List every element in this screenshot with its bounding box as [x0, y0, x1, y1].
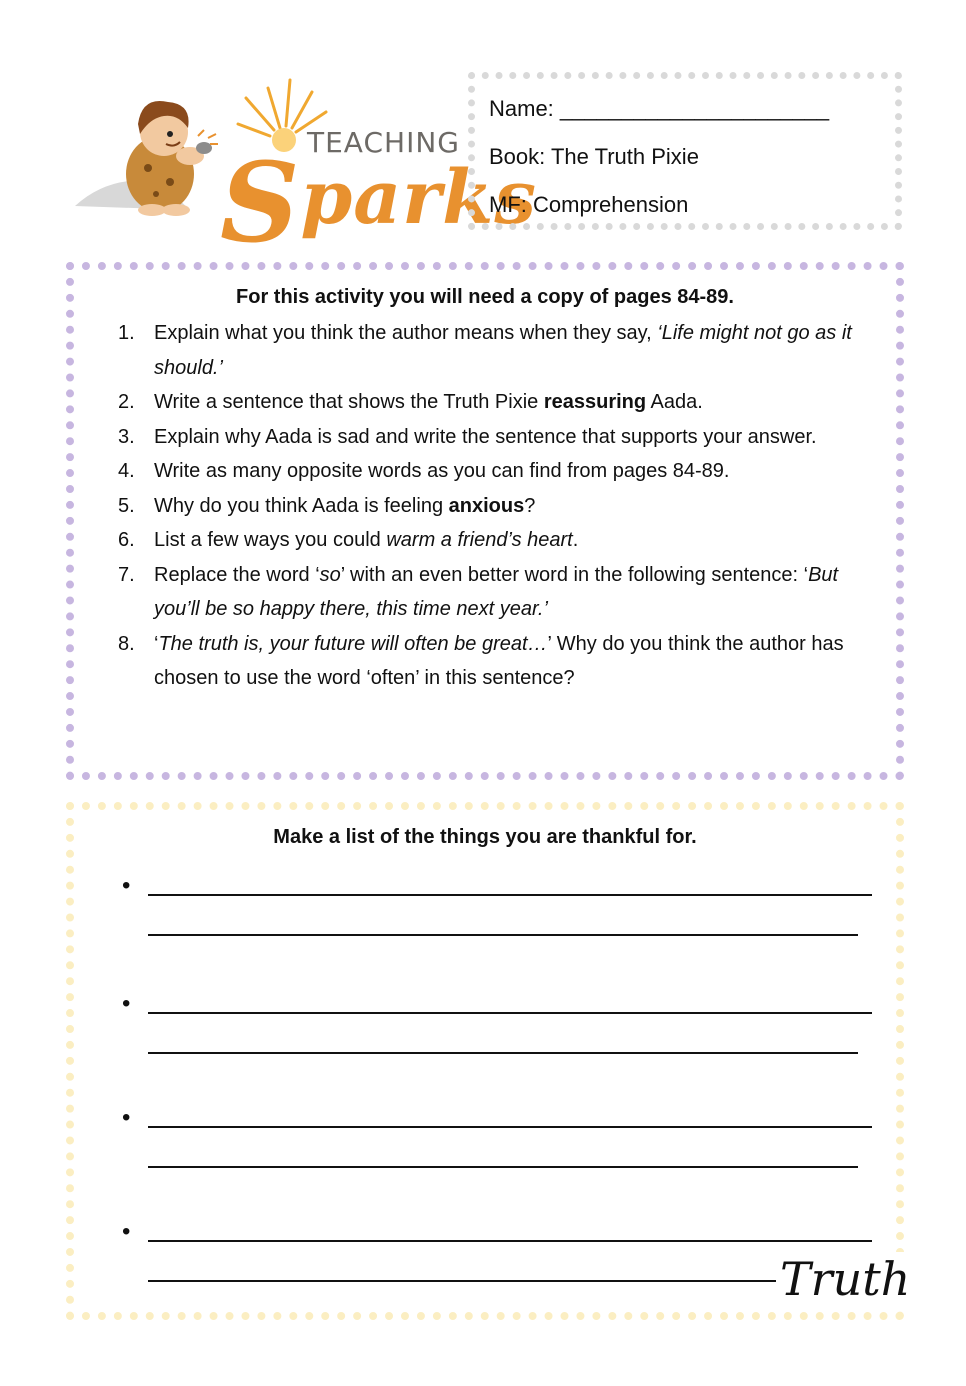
question-item [118, 316, 878, 385]
writing-line[interactable] [148, 1240, 872, 1242]
question-text: anxious [448, 494, 525, 517]
question-number: 3. [118, 425, 135, 448]
list-bullet: • [122, 1218, 131, 1245]
question-text: Write a sentence that shows the Truth Pixie [154, 391, 544, 413]
question-text: . [572, 529, 579, 551]
writing-line[interactable] [148, 934, 858, 936]
list-bullet: • [122, 1104, 131, 1131]
student-info-box [468, 72, 902, 230]
list-bullet: • [122, 872, 131, 899]
writing-line[interactable] [148, 1052, 858, 1054]
question-text: Replace the word ‘ [154, 563, 320, 586]
truth-signature: Truth [776, 1252, 914, 1306]
writing-line[interactable] [148, 1012, 872, 1014]
thankful-box [66, 802, 904, 1320]
questions-title: For this activity you will need a copy of pages 84-89. [236, 286, 734, 308]
question-number: 6. [118, 529, 135, 551]
question-text: The truth is, your future will often be great… [158, 632, 548, 655]
question-text: Explain why Aada is sad and write the sentence that supports your answer. [154, 425, 817, 448]
question-item [118, 627, 878, 696]
question-text: warm a friend’s heart [386, 529, 573, 551]
question-item [118, 385, 878, 420]
question-number: 8. [118, 632, 135, 655]
question-text: ’ Why do you think the author has chosen to use the word ‘often’ in this sentence? [154, 632, 844, 689]
question-text: Write as many opposite words as you can find from pages 84-89. [154, 460, 730, 482]
question-text: List a few ways you could [154, 529, 387, 551]
writing-line[interactable] [148, 1280, 858, 1282]
question-number: 2. [118, 391, 135, 413]
question-text: ? [524, 494, 536, 517]
writing-line[interactable] [148, 1166, 858, 1168]
teaching-sparks-logo [70, 78, 538, 267]
writing-line[interactable] [148, 1126, 872, 1128]
mf-label: MF: Comprehension [489, 192, 689, 217]
logo-sparks-rest: parks [300, 155, 538, 241]
thankful-title: Make a list of the things you are thankful for. [273, 826, 697, 848]
writing-line[interactable] [148, 894, 872, 896]
question-text: so [319, 563, 341, 586]
book-label: Book: The Truth Pixie [489, 144, 699, 169]
question-item [118, 420, 878, 455]
question-text: Explain what you think the author means when they say, [154, 322, 658, 344]
list-bullet: • [122, 990, 131, 1017]
question-number: 5. [118, 494, 135, 517]
question-number: 4. [118, 460, 135, 482]
question-item [118, 523, 878, 558]
question-text: ’ with an even better word in the following sentence: ‘ [340, 563, 809, 586]
question-text: Aada. [646, 391, 703, 413]
question-text: ‘Life might not go as it should.’ [154, 322, 852, 379]
logo-teaching-text: TEACHING [307, 126, 460, 159]
question-text: reassuring [543, 391, 647, 413]
question-item [118, 558, 878, 627]
question-text: ‘ [154, 632, 159, 655]
question-item [118, 454, 878, 489]
questions-list [118, 316, 878, 696]
logo-sparks-initial: S [220, 138, 301, 267]
question-number: 7. [118, 563, 135, 586]
question-number: 1. [118, 322, 135, 344]
questions-box [66, 262, 904, 780]
question-text: Why do you think Aada is feeling [154, 494, 449, 517]
question-text: But you’ll be so happy there, this time next year.’ [154, 563, 839, 620]
question-item [118, 489, 878, 524]
name-field[interactable]: Name: ______________________ [489, 96, 830, 121]
